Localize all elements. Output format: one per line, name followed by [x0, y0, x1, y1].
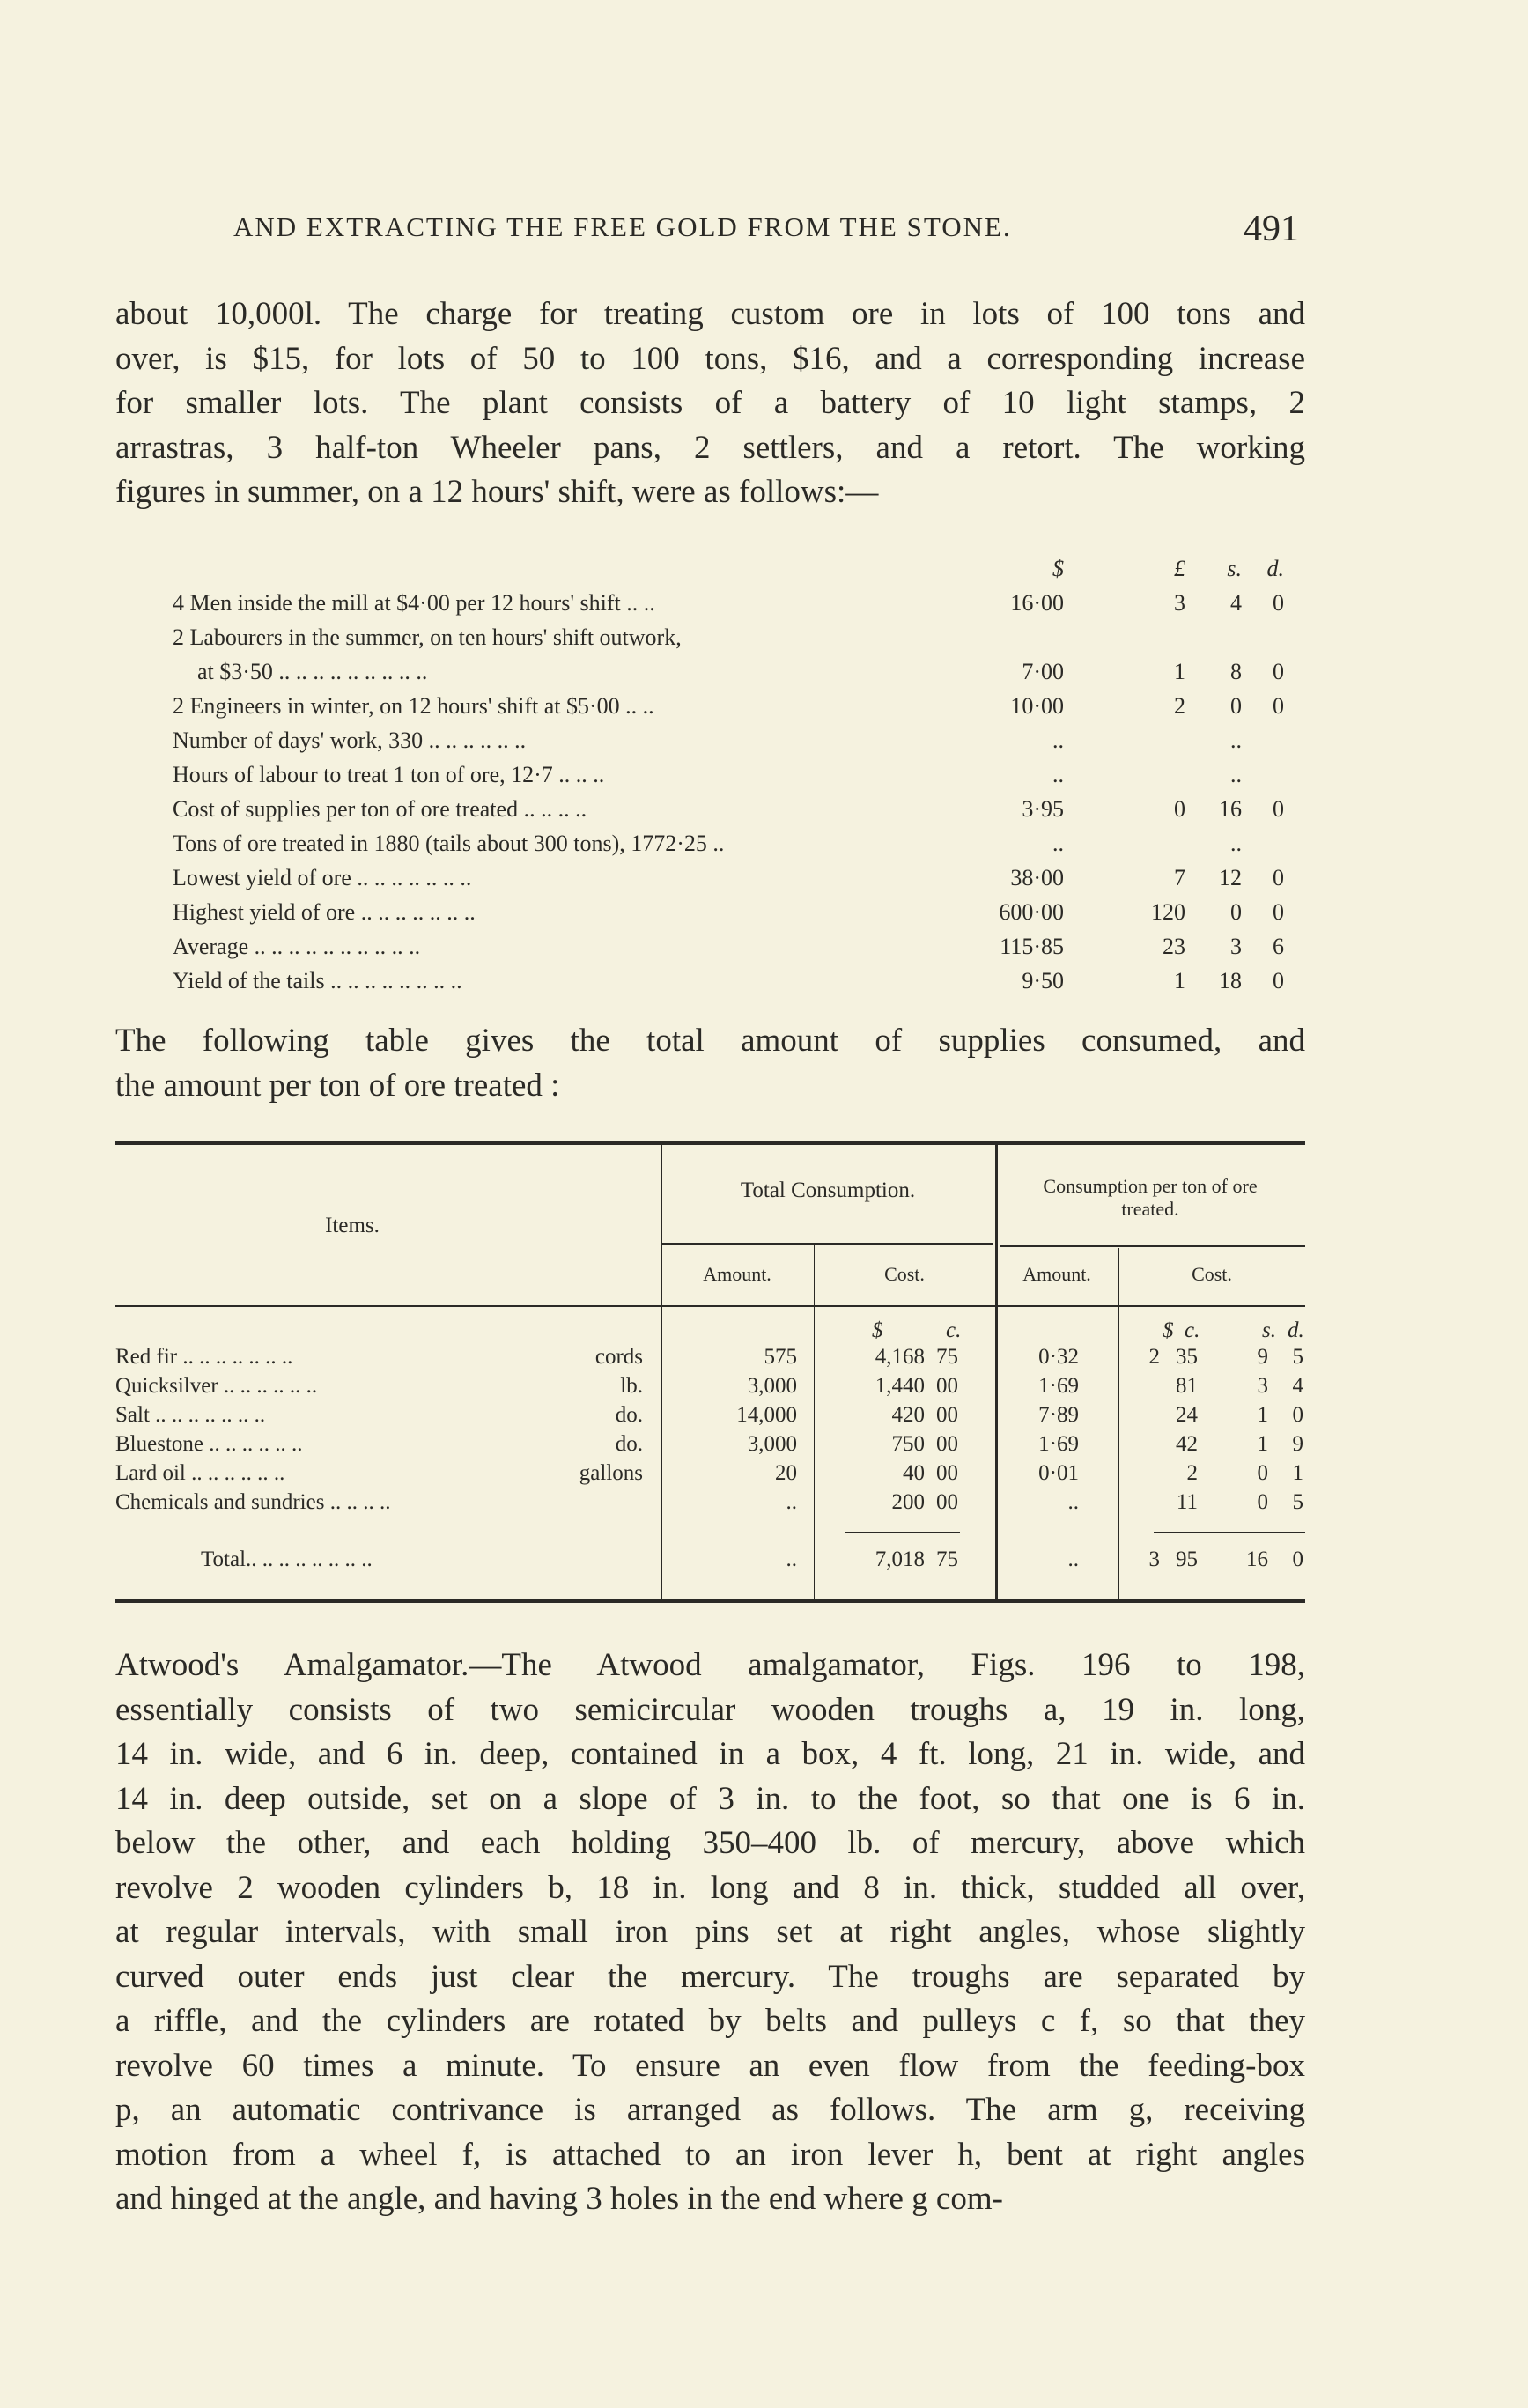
cost-c-cell: 75 — [936, 1345, 958, 1369]
row-label: Highest yield of ore .. .. .. .. .. .. .. — [173, 899, 476, 925]
text-line: Atwood's Amalgamator.—The Atwood amalgamator, Figs. 196 to 198, — [115, 1647, 1305, 1683]
pence-cell: 0 — [1273, 659, 1284, 684]
dollars-cell: .. — [1052, 762, 1064, 787]
items-header: Items. — [325, 1214, 380, 1237]
cost-c-cell: 00 — [936, 1490, 958, 1514]
pt-amount-cell: 0·32 — [1038, 1345, 1079, 1369]
cost-d-cell: 40 — [903, 1461, 925, 1485]
dollar-header: $ — [1052, 556, 1064, 581]
row-label: Number of days' work, 330 .. .. .. .. .. .. — [173, 728, 527, 753]
row-label: Average .. .. .. .. .. .. .. .. .. .. — [173, 934, 421, 959]
shilling-unit: s. — [1262, 1318, 1276, 1342]
cost-c-cell: 00 — [936, 1432, 958, 1456]
unit-cell: gallons — [579, 1461, 643, 1485]
text-line: the amount per ton of ore treated : — [115, 1067, 560, 1104]
amount-cell: 3,000 — [747, 1374, 797, 1398]
column-divider — [661, 1145, 662, 1599]
pt-p-cell: 0 — [1292, 1403, 1303, 1427]
cost-c-cell: 00 — [936, 1374, 958, 1398]
item-cell: Bluestone .. .. .. .. .. .. — [115, 1432, 303, 1456]
pt-amount-cell: 1·69 — [1038, 1432, 1079, 1456]
text-line: 14 in. wide, and 6 in. deep, contained in a box, 4 ft. long, 21 in. wide, and — [115, 1736, 1305, 1772]
amount-header: Amount. — [703, 1263, 771, 1285]
text-line: p, an automatic contrivance is arranged as follows. The arm g, receiving — [115, 2092, 1305, 2128]
pence-unit: d. — [1288, 1318, 1304, 1342]
per-ton-header: Consumption per ton of ore treated. — [1043, 1175, 1258, 1220]
text-line: revolve 2 wooden cylinders b, 18 in. long and 8 in. thick, studded all over, — [115, 1869, 1305, 1906]
item-cell: Red fir .. .. .. .. .. .. .. — [115, 1345, 293, 1369]
pt-s-cell: 1 — [1257, 1403, 1268, 1427]
table-row — [173, 723, 1284, 757]
text-line: a riffle, and the cylinders are rotated by belts and pulleys c f, so that they — [115, 2003, 1305, 2039]
dollars-cell: 600·00 — [999, 899, 1064, 925]
page-number: 491 — [1244, 209, 1299, 249]
text-line: over, is $15, for lots of 50 to 100 tons, $16, and a corresponding increase — [115, 340, 1305, 377]
shilling-header: s. — [1227, 556, 1242, 581]
pt-s-cell: 16 — [1246, 1547, 1268, 1571]
dollars-cell: 38·00 — [1010, 865, 1064, 890]
pt-p-cell: 5 — [1292, 1490, 1303, 1514]
cost-c-cell: 00 — [936, 1403, 958, 1427]
dollars-cell: 10·00 — [1010, 693, 1064, 719]
cost-c-cell: 00 — [936, 1461, 958, 1485]
pounds-cell: 120 — [1151, 899, 1185, 925]
table-row — [173, 964, 1284, 998]
pounds-cell: 1 — [1174, 968, 1185, 993]
text-line: curved outer ends just clear the mercury. The troughs are separated by — [115, 1958, 1305, 1995]
pounds-cell: 7 — [1174, 865, 1185, 890]
pt-s-cell: 1 — [1257, 1432, 1268, 1456]
dollar-unit: $ — [872, 1318, 883, 1342]
cost-header: Cost. — [884, 1263, 925, 1285]
running-title: AND EXTRACTING THE FREE GOLD FROM THE STONE. — [233, 211, 1012, 242]
table-row — [173, 929, 1284, 964]
pounds-cell: 1 — [1174, 659, 1185, 684]
unit-cell: cords — [594, 1345, 643, 1369]
dollar-unit: $ — [1163, 1318, 1174, 1342]
row-label: Yield of the tails .. .. .. .. .. .. .. .. — [173, 968, 462, 993]
pence-cell: 0 — [1273, 899, 1284, 925]
pence-cell: 0 — [1273, 865, 1284, 890]
cost-d-cell: 7,018 — [875, 1547, 925, 1571]
pt-p-cell: 4 — [1292, 1374, 1303, 1398]
pt-p-cell: 1 — [1292, 1461, 1303, 1485]
dollars-cell: 9·50 — [1022, 968, 1064, 993]
row-label: Tons of ore treated in 1880 (tails about 300 tons), 1772·25 .. — [173, 831, 725, 856]
column-divider — [1118, 1248, 1119, 1599]
table-bottom-rule — [115, 1599, 1305, 1603]
pt-c-cell: 24 — [1176, 1403, 1198, 1427]
pound-header: £ — [1174, 556, 1185, 581]
pt-c-cell: 81 — [1176, 1374, 1198, 1398]
table-row — [173, 792, 1284, 826]
amount-cell: .. — [786, 1490, 797, 1514]
table-row — [173, 689, 1284, 723]
header-rule — [1000, 1245, 1305, 1247]
pence-cell: 0 — [1273, 968, 1284, 993]
pence-cell: 0 — [1273, 693, 1284, 719]
cost-d-cell: 420 — [891, 1403, 925, 1427]
pt-c-cell: 95 — [1176, 1547, 1198, 1571]
total-consumption-header: Total Consumption. — [740, 1178, 916, 1202]
header-rule — [662, 1243, 993, 1245]
pt-s-cell: 0 — [1257, 1490, 1268, 1514]
per-ton-cost-header: Cost. — [1192, 1263, 1232, 1285]
table-row — [173, 620, 1284, 654]
row-label: 4 Men inside the mill at $4·00 per 12 hours' shift .. .. — [173, 590, 655, 616]
total-rule — [1154, 1532, 1305, 1533]
item-cell: Total.. .. .. .. .. .. .. .. — [201, 1547, 373, 1571]
text-line: and hinged at the angle, and having 3 holes in the end where g com- — [115, 2181, 1003, 2217]
shillings-cell: 16 — [1219, 796, 1242, 822]
shillings-cell: 0 — [1230, 899, 1242, 925]
unit-cell: lb. — [620, 1374, 643, 1398]
unit-cell: do. — [615, 1403, 643, 1427]
table-row — [173, 895, 1284, 929]
item-cell: Chemicals and sundries .. .. .. .. — [115, 1490, 391, 1514]
pt-c-cell: 42 — [1176, 1432, 1198, 1456]
table-row — [173, 757, 1284, 792]
cost-d-cell: 4,168 — [875, 1345, 925, 1369]
pt-c-cell: 11 — [1176, 1490, 1198, 1514]
pt-d-cell: 2 — [1148, 1345, 1160, 1369]
shillings-cell: 3 — [1230, 934, 1242, 959]
dollars-cell: 7·00 — [1022, 659, 1064, 684]
pt-s-cell: 0 — [1257, 1461, 1268, 1485]
pt-p-cell: 0 — [1292, 1547, 1303, 1571]
shillings-cell: 0 — [1230, 693, 1242, 719]
table-row — [173, 826, 1284, 861]
paragraph-3 — [115, 1643, 1305, 2222]
text-line: for smaller lots. The plant consists of a battery of 10 light stamps, 2 — [115, 385, 1305, 421]
item-cell: Salt .. .. .. .. .. .. .. — [115, 1403, 266, 1427]
pt-p-cell: 5 — [1292, 1345, 1303, 1369]
pounds-cell: 0 — [1174, 796, 1185, 822]
text-line: essentially consists of two semicircular wooden troughs a, 19 in. long, — [115, 1691, 1305, 1728]
shillings-cell: 18 — [1219, 968, 1242, 993]
amount-cell: 14,000 — [736, 1403, 797, 1427]
cost-c-cell: 75 — [936, 1547, 958, 1571]
shillings-cell: .. — [1230, 762, 1242, 787]
text-line: arrastras, 3 half-ton Wheeler pans, 2 settlers, and a retort. The working — [115, 429, 1305, 466]
pence-cell: 0 — [1273, 796, 1284, 822]
dollars-cell: .. — [1052, 728, 1064, 753]
pt-s-cell: 3 — [1257, 1374, 1268, 1398]
text-line: figures in summer, on a 12 hours' shift, were as follows:— — [115, 474, 879, 510]
dollars-cell: 16·00 — [1010, 590, 1064, 616]
cost-d-cell: 750 — [891, 1432, 925, 1456]
text-line: motion from a wheel f, is attached to an iron lever h, bent at right angles — [115, 2136, 1305, 2173]
cost-d-cell: 200 — [891, 1490, 925, 1514]
table-header-row — [173, 551, 1284, 586]
shillings-cell: 4 — [1230, 590, 1242, 616]
total-rule — [845, 1532, 960, 1533]
paragraph-2 — [115, 1019, 1305, 1108]
pounds-cell: 2 — [1174, 693, 1185, 719]
amount-cell: 575 — [764, 1345, 797, 1369]
table-row — [173, 654, 1284, 689]
shillings-cell: 12 — [1219, 865, 1242, 890]
pence-header: d. — [1266, 556, 1284, 581]
pence-cell: 6 — [1273, 934, 1284, 959]
text-line: about 10,000l. The charge for treating custom ore in lots of 100 tons and — [115, 296, 1305, 332]
item-cell: Quicksilver .. .. .. .. .. .. — [115, 1374, 318, 1398]
pt-amount-cell: 1·69 — [1038, 1374, 1079, 1398]
header-bottom-rule — [115, 1305, 1305, 1307]
column-divider — [814, 1245, 815, 1599]
row-label: at $3·50 .. .. .. .. .. .. .. .. .. — [197, 659, 428, 684]
dollars-cell: 3·95 — [1022, 796, 1064, 822]
row-label: Cost of supplies per ton of ore treated .. .. .. .. — [173, 796, 587, 822]
pt-c-cell: 2 — [1186, 1461, 1198, 1485]
per-ton-amount-header: Amount. — [1022, 1263, 1091, 1285]
text-line: below the other, and each holding 350–400 lb. of mercury, above which — [115, 1825, 1305, 1861]
text-line: The following table gives the total amount of supplies consumed, and — [115, 1023, 1305, 1059]
dollars-cell: 115·85 — [1000, 934, 1064, 959]
pounds-cell: 3 — [1174, 590, 1185, 616]
pt-c-cell: 35 — [1176, 1345, 1198, 1369]
amount-cell: 3,000 — [747, 1432, 797, 1456]
table-row — [173, 861, 1284, 895]
pt-amount-cell: 0·01 — [1038, 1461, 1079, 1485]
text-line: revolve 60 times a minute. To ensure an even flow from the feeding-box — [115, 2047, 1305, 2084]
working-figures-table — [173, 551, 1284, 998]
shillings-cell: 8 — [1230, 659, 1242, 684]
unit-cell: do. — [615, 1432, 643, 1456]
text-line: 14 in. deep outside, set on a slope of 3 in. to the foot, so that one is 6 in. — [115, 1780, 1305, 1817]
cents-unit: c. — [1185, 1318, 1200, 1342]
cost-d-cell: 1,440 — [875, 1374, 925, 1398]
shillings-cell: .. — [1230, 831, 1242, 856]
row-label: Hours of labour to treat 1 ton of ore, 12·7 .. .. .. — [173, 762, 605, 787]
paragraph-1 — [115, 292, 1305, 515]
column-divider — [995, 1145, 998, 1599]
row-label: 2 Engineers in winter, on 12 hours' shift at $5·00 .. .. — [173, 693, 654, 719]
table-top-rule — [115, 1141, 1305, 1145]
row-label: Lowest yield of ore .. .. .. .. .. .. .. — [173, 865, 472, 890]
table-row — [173, 586, 1284, 620]
pt-s-cell: 9 — [1257, 1345, 1268, 1369]
row-label: 2 Labourers in the summer, on ten hours' shift outwork, — [173, 624, 682, 650]
shillings-cell: .. — [1230, 728, 1242, 753]
pt-amount-cell: .. — [1067, 1547, 1079, 1571]
text-line: at regular intervals, with small iron pins set at right angles, whose slightly — [115, 1914, 1305, 1950]
amount-cell: .. — [786, 1547, 797, 1571]
pt-amount-cell: 7·89 — [1038, 1403, 1079, 1427]
item-cell: Lard oil .. .. .. .. .. .. — [115, 1461, 285, 1485]
amount-cell: 20 — [775, 1461, 797, 1485]
pt-amount-cell: .. — [1067, 1490, 1079, 1514]
cents-unit: c. — [946, 1318, 962, 1342]
pounds-cell: 23 — [1163, 934, 1185, 959]
pence-cell: 0 — [1273, 590, 1284, 616]
pt-p-cell: 9 — [1292, 1432, 1303, 1456]
pt-d-cell: 3 — [1148, 1547, 1160, 1571]
dollars-cell: .. — [1052, 831, 1064, 856]
